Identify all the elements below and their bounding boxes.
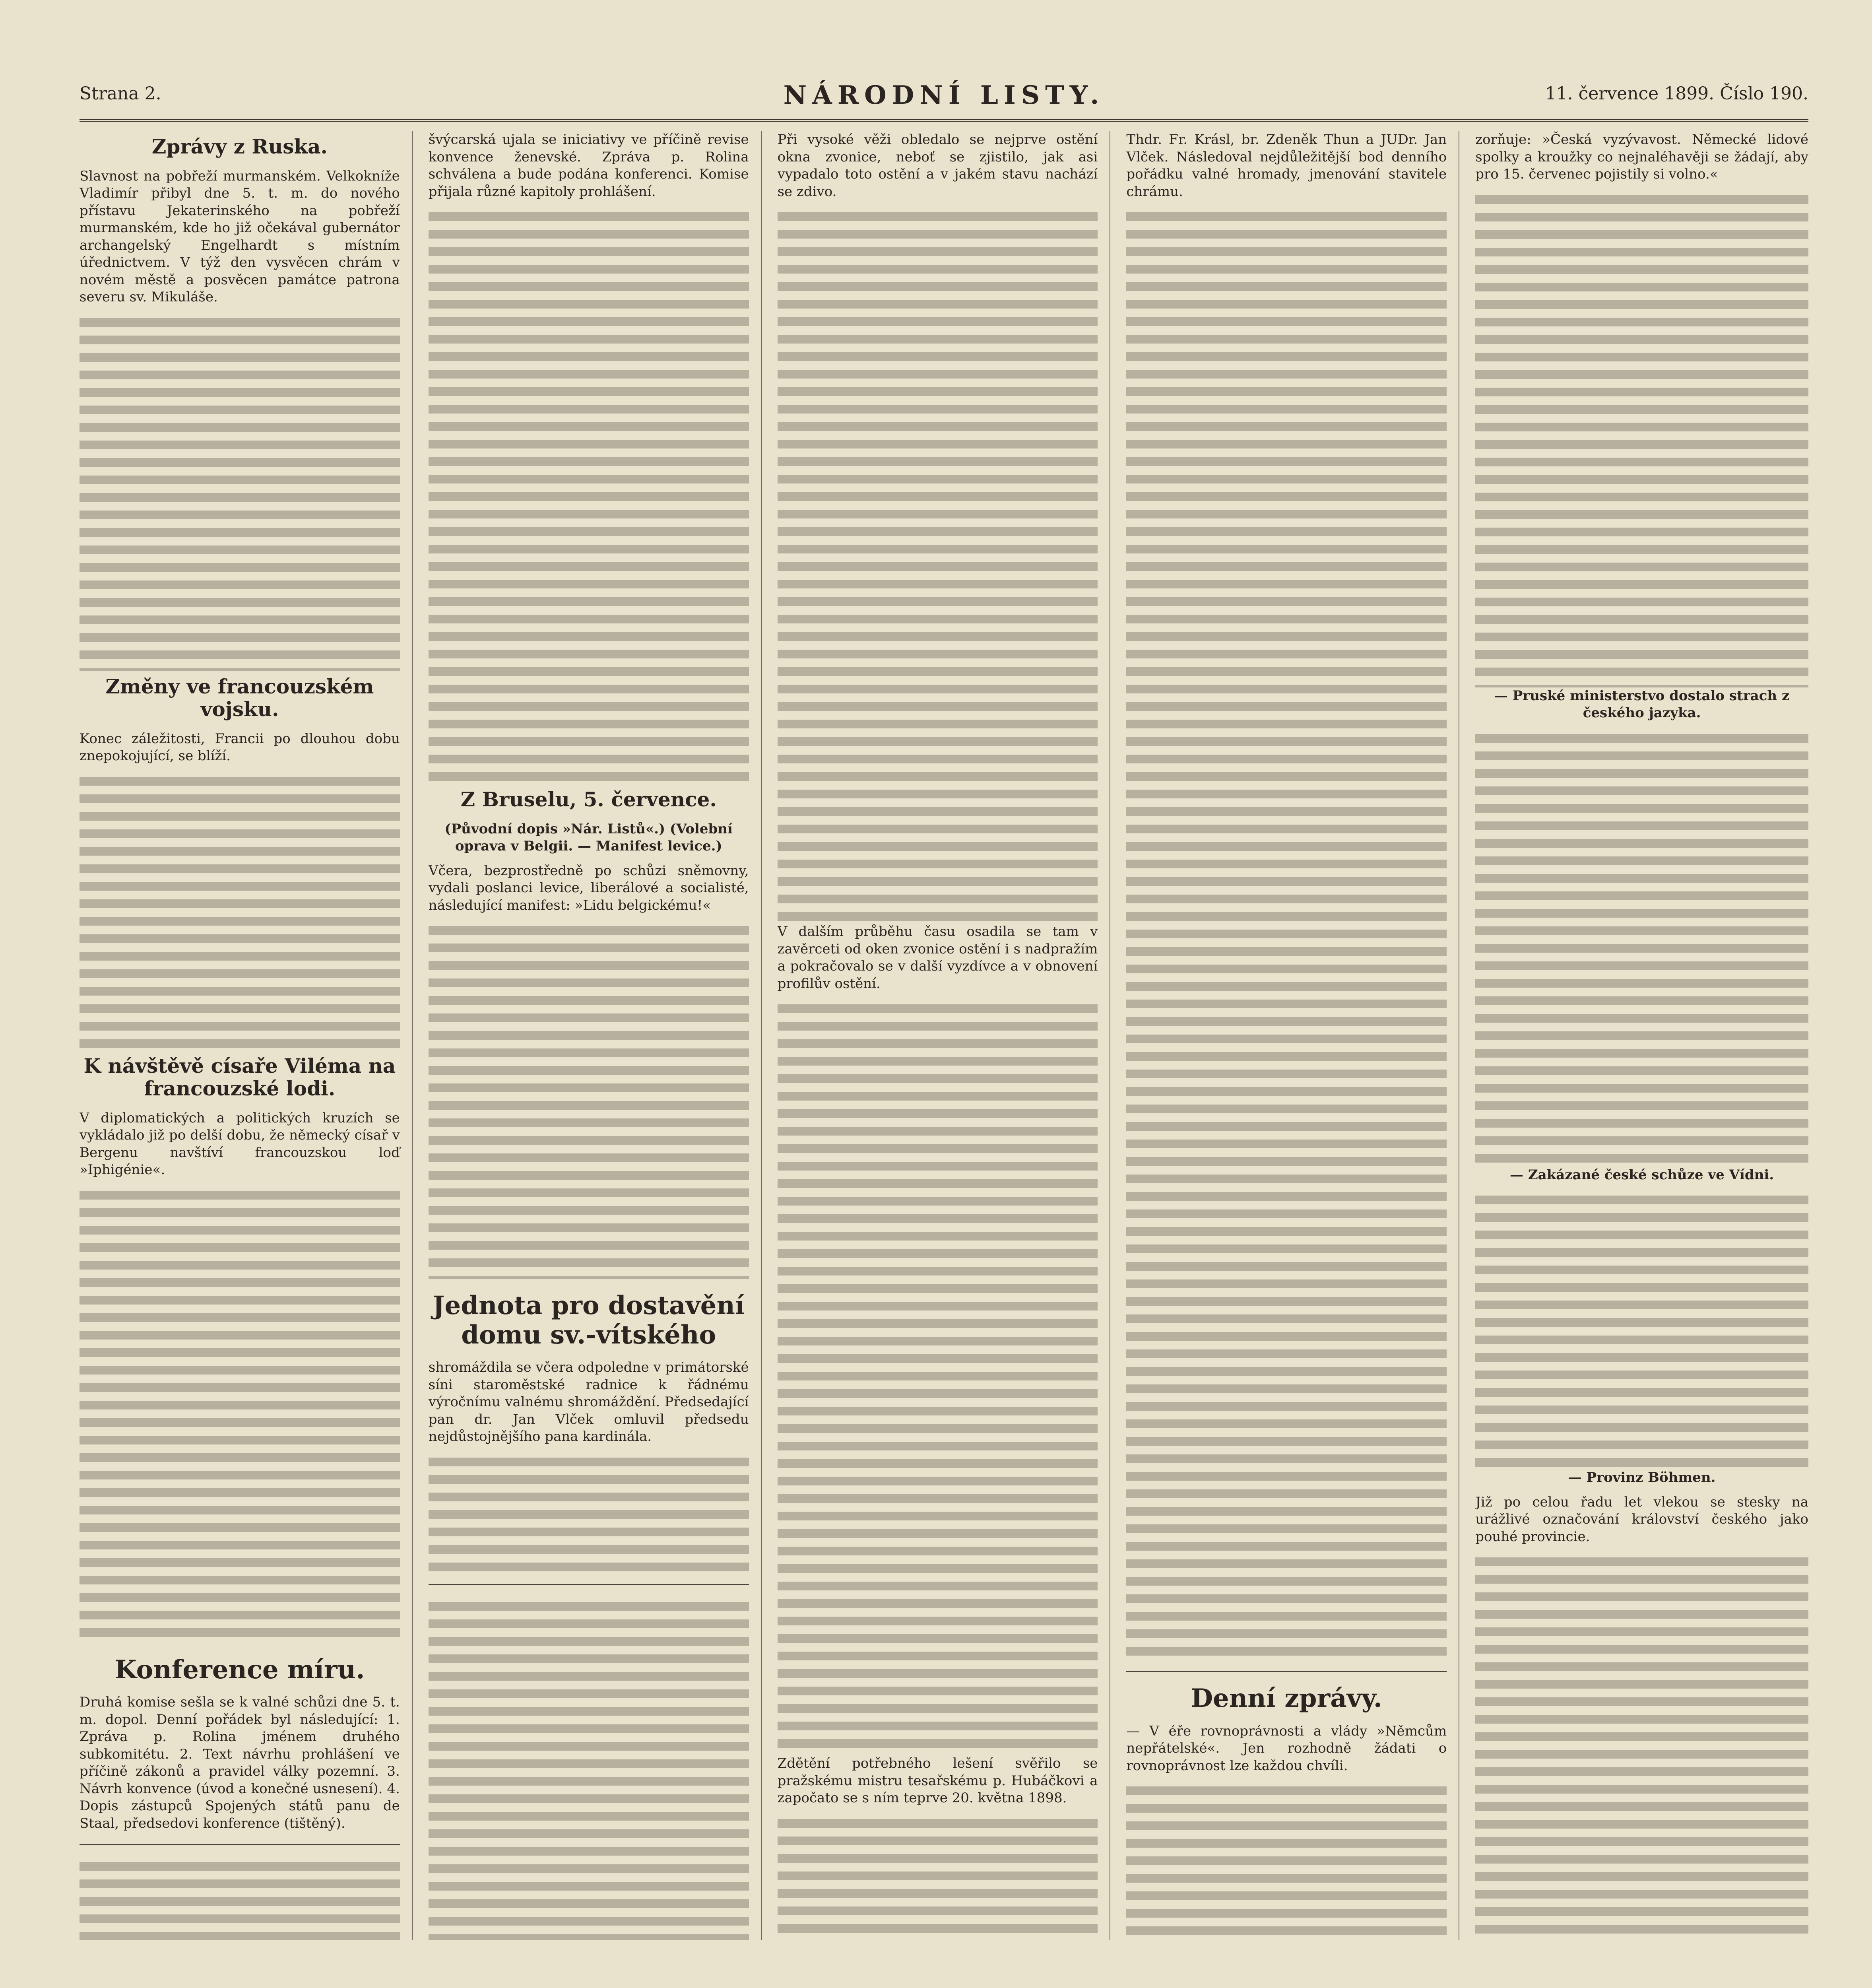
article-peace-conference: Druhá komise sešla se k valné schůzi dne 5. t. m. dopol. Denní pořádek byl následující: 1. Zpráva p. Rolina jménem druhého subkomitétu. 2. Text návrhu prohlášení ve příčině zákonů a pravidel války pozemní. 3. Návrh konvence (úvod a konečné usnesení). 4. Dopis zástupců Spojených států panu de Staal, předsedovi konference (tištěný). [80, 1694, 400, 1831]
article-st-vitus: shromáždila se včera odpoledne v primátorské síni staroměstské radnice k řádnému výročnímu valnému shromáždění. Předsedající pan dr. Jan Vlček omluvil předsedu nejdůstojnějšího pana kardinála. [428, 1359, 749, 1445]
column-1 [80, 131, 413, 1940]
article-french-army: Konec záležitosti, Francii po dlouhou dobu znepokojující, se blíží. [80, 730, 400, 764]
brussels-subtitle: (Původní dopis »Nár. Listů«.) (Volební oprava v Belgii. — Manifest levice.) [444, 821, 733, 854]
divider [429, 1584, 749, 1585]
text-lines [429, 1453, 749, 1572]
headline-french-army: Změny ve francouzském vojsku. [105, 674, 374, 721]
column-5 [1475, 131, 1808, 1940]
article-provinz-bohmen: Již po celou řadu let vlekou se stesky na urážlivé označování království českého jako pouhé provincie. [1475, 1494, 1808, 1545]
article-columns [80, 131, 1808, 1940]
headline-peace-conference: Konference míru. [114, 1654, 365, 1685]
article-brussels: Včera, bezprostředně po schůzi sněmovny, vydali poslanci levice, liberálové a socialisté, následující manifest: »Lidu belgickému!« [428, 862, 749, 913]
article-wilhelm-visit: V diplomatických a politických kruzích se vykládalo již po delší dobu, že německý císař v Bergenu navštíví francouzskou loď »Iphigénie«. [80, 1110, 400, 1178]
text-lines [80, 772, 400, 1050]
article-russia: Slavnost na pobřeží murmanském. Velkokníže Vladimír přibyl dne 5. t. m. do nového přístavu Jekaterinského na pobřeží murmanském, kde ho již očekával gubernátor archangelský Engelhardt s místním úřednictvem. V týž den vysvěcen chrám v novém městě a posvěcen památce patrona severu sv. Mikuláše. [80, 168, 400, 305]
headline-daily-news: Denní zprávy. [1191, 1683, 1383, 1714]
article-equality: — V éře rovnoprávnosti a vlády »Němcům nepřátelské«. Jen rozhodně žádati o rovnoprávnost lze každou chvíli. [1126, 1723, 1447, 1774]
headline-st-vitus: Jednota pro dostavění domu sv.-vítského [433, 1291, 745, 1350]
text-lines [1126, 1782, 1447, 1940]
article-tower-window: Při vysoké věži obledalo se nejprve ostění okna zvonice, neboť se zjistilo, jak asi vypadalo toto ostění a v jakém stavu nachází se zdivo. [777, 132, 1098, 200]
column-3 [778, 131, 1111, 1940]
text-lines [1475, 190, 1808, 687]
text-lines [778, 1814, 1098, 1940]
feuilleton-lines [429, 1597, 749, 1940]
text-lines [1475, 729, 1808, 1167]
article-geneva-convention: švýcarská ujala se iniciativy ve příčině revise konvence ženevské. Zpráva p. Rolina schválena a bude podána konferenci. Komise přijala různé kapitoly prohlášení. [428, 132, 749, 200]
headline-provinz-bohmen: — Provinz Böhmen. [1568, 1470, 1716, 1486]
masthead [80, 80, 1808, 122]
article-tower-continuation: V dalším průběhu času osadila se tam v zavěrceti od oken zvonice ostění i s nadpražím a pokračovalo se v další vyzdívce a v obnovení profilův ostění. [777, 924, 1098, 992]
headline-russia: Zprávy z Ruska. [151, 135, 328, 158]
article-cathedral-architect: Thdr. Fr. Krásl, br. Zdeněk Thun a JUDr. Jan Vlček. Následoval nejdůležitější bod denního pořádku valné hromady, jmenování stavitele chrámu. [1126, 132, 1447, 200]
column-4 [1126, 131, 1459, 1940]
text-lines [778, 208, 1098, 923]
article-czech-provocation: zorňuje: »Česká vyzývavost. Německé lidové spolky a kroužky co nejnaléhavěji se žádají, aby pro 15. červenec pojistily si volno.« [1475, 132, 1808, 182]
text-lines [1475, 1553, 1808, 1940]
feuilleton-lines [80, 1857, 400, 1940]
column-2 [429, 131, 762, 1940]
text-lines [778, 1000, 1098, 1755]
headline-prussian-ministry: — Pruské ministerstvo dostalo strach z českého jazyka. [1494, 687, 1790, 721]
headline-brussels: Z Bruselu, 5. července. [460, 788, 717, 812]
text-lines [429, 208, 749, 784]
headline-banned-meetings: — Zakázané české schůze ve Vídni. [1510, 1167, 1774, 1183]
article-scaffolding: Zdětění potřebného lešení svěřilo se pražskému mistru tesařskému p. Hubáčkovi a započato se s ním teprve 20. května 1898. [777, 1755, 1098, 1806]
divider [1126, 1671, 1447, 1672]
headline-wilhelm-visit: K návštěvě císaře Viléma na francouzské lodi. [83, 1054, 396, 1101]
text-lines [80, 1186, 400, 1643]
text-lines [80, 313, 400, 671]
issue-date: 11. července 1899. Číslo 190. [1545, 83, 1808, 104]
text-lines [1126, 208, 1447, 1659]
divider [80, 1844, 400, 1845]
page-number: Strana 2. [80, 83, 161, 104]
text-lines [429, 921, 749, 1279]
text-lines [1475, 1191, 1808, 1469]
newspaper-title: NÁRODNÍ LISTY. [783, 80, 1105, 110]
